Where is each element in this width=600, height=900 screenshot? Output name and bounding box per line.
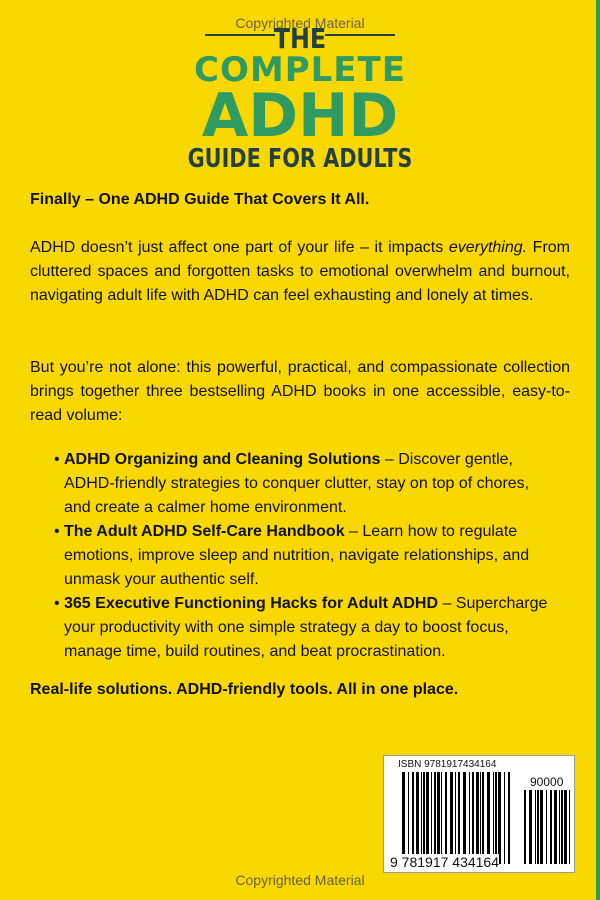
barcode-bar xyxy=(495,772,497,864)
book-desc: – Supercharge your productivity with one simple strategy a day to boost focus, manage time, build routines, and beat procrastination. xyxy=(64,595,548,660)
barcode-bar xyxy=(529,790,532,864)
para-emphasis: everything. xyxy=(448,239,528,256)
book-item xyxy=(56,592,556,664)
book-item xyxy=(56,520,556,592)
barcode-bar xyxy=(498,772,501,864)
barcode-bar xyxy=(508,772,510,864)
barcode-bar xyxy=(421,772,422,864)
barcode-bar xyxy=(472,772,474,864)
book-desc: – Discover gentle, ADHD-friendly strategies to conquer clutter, stay on top of chores, and create a calmer home environment. xyxy=(64,451,530,516)
barcode-bar xyxy=(504,772,505,864)
barcode-bar xyxy=(434,772,436,864)
title-subtitle: GUIDE FOR ADULTS xyxy=(187,144,413,174)
barcode-bar xyxy=(450,772,453,864)
headline: Finally – One ADHD Guide That Covers It All. xyxy=(30,191,370,208)
barcode-bar xyxy=(535,790,536,864)
barcode-bar xyxy=(550,790,552,864)
title-complete: COMPLETE xyxy=(194,50,406,90)
book-title: The Adult ADHD Self-Care Handbook xyxy=(64,523,345,540)
watermark: Copyrighted Material xyxy=(235,15,365,31)
barcode-bar xyxy=(437,772,440,864)
barcode-bar xyxy=(487,772,490,864)
isbn-label: ISBN 9781917434164 xyxy=(398,759,497,770)
barcode-bar xyxy=(458,772,460,864)
title-adhd: ADHD xyxy=(201,81,399,151)
barcode-box xyxy=(383,755,575,873)
barcode-bar xyxy=(476,772,479,864)
barcode-bar xyxy=(455,772,456,864)
barcode-bar xyxy=(402,772,405,864)
book-title: 365 Executive Functioning Hacks for Adult ADHD xyxy=(64,595,438,612)
para-text: From cluttered spaces and forgotten tasks to emotional overwhelm and burnout, navigating adult life with ADHD can feel exhausting and lonely at times. xyxy=(30,239,570,304)
barcode-bar xyxy=(561,790,563,864)
paragraph-collection: But you’re not alone: this powerful, practical, and compassionate collection brings together three bestselling ADHD books in one accessible, easy-to-read volume: xyxy=(30,359,570,424)
title-the: THE xyxy=(273,22,327,55)
barcode-bar xyxy=(412,772,414,864)
barcode-digits: 9 781917 434164 xyxy=(390,854,499,870)
barcode-bar xyxy=(524,790,526,864)
barcode-bar xyxy=(559,790,560,864)
watermark-bottom: Copyrighted Material xyxy=(235,872,365,888)
barcode-bar xyxy=(416,772,419,864)
barcode-bar xyxy=(554,790,557,864)
barcode-bar xyxy=(431,772,432,864)
barcode-bar xyxy=(408,772,409,864)
book-list xyxy=(56,448,556,664)
barcode-bar xyxy=(540,790,543,864)
book-title: ADHD Organizing and Cleaning Solutions xyxy=(64,451,381,468)
paragraph-intro xyxy=(30,236,570,308)
barcode-bar xyxy=(423,772,425,864)
barcode-bar xyxy=(493,772,494,864)
barcode-bar xyxy=(480,772,481,864)
barcode-bar xyxy=(463,772,466,864)
tagline: Real-life solutions. ADHD-friendly tools. All in one place. xyxy=(30,681,459,698)
price-code: 90000 xyxy=(530,775,564,789)
barcode-bar xyxy=(569,790,570,864)
barcode-bar xyxy=(426,772,429,864)
barcode-bar xyxy=(445,772,447,864)
barcode-bar xyxy=(564,790,567,864)
book-item xyxy=(56,448,556,520)
book-desc: – Learn how to regulate emotions, improve sleep and nutrition, navigate relationships, and unmask your authentic self. xyxy=(64,523,530,588)
barcode-bar xyxy=(469,772,470,864)
barcode-bar xyxy=(482,772,484,864)
barcode-bar xyxy=(441,772,442,864)
para-text: ADHD doesn’t just affect one part of your life – it impacts xyxy=(30,239,449,256)
barcode-bar xyxy=(537,790,539,864)
barcode-bar xyxy=(546,790,547,864)
